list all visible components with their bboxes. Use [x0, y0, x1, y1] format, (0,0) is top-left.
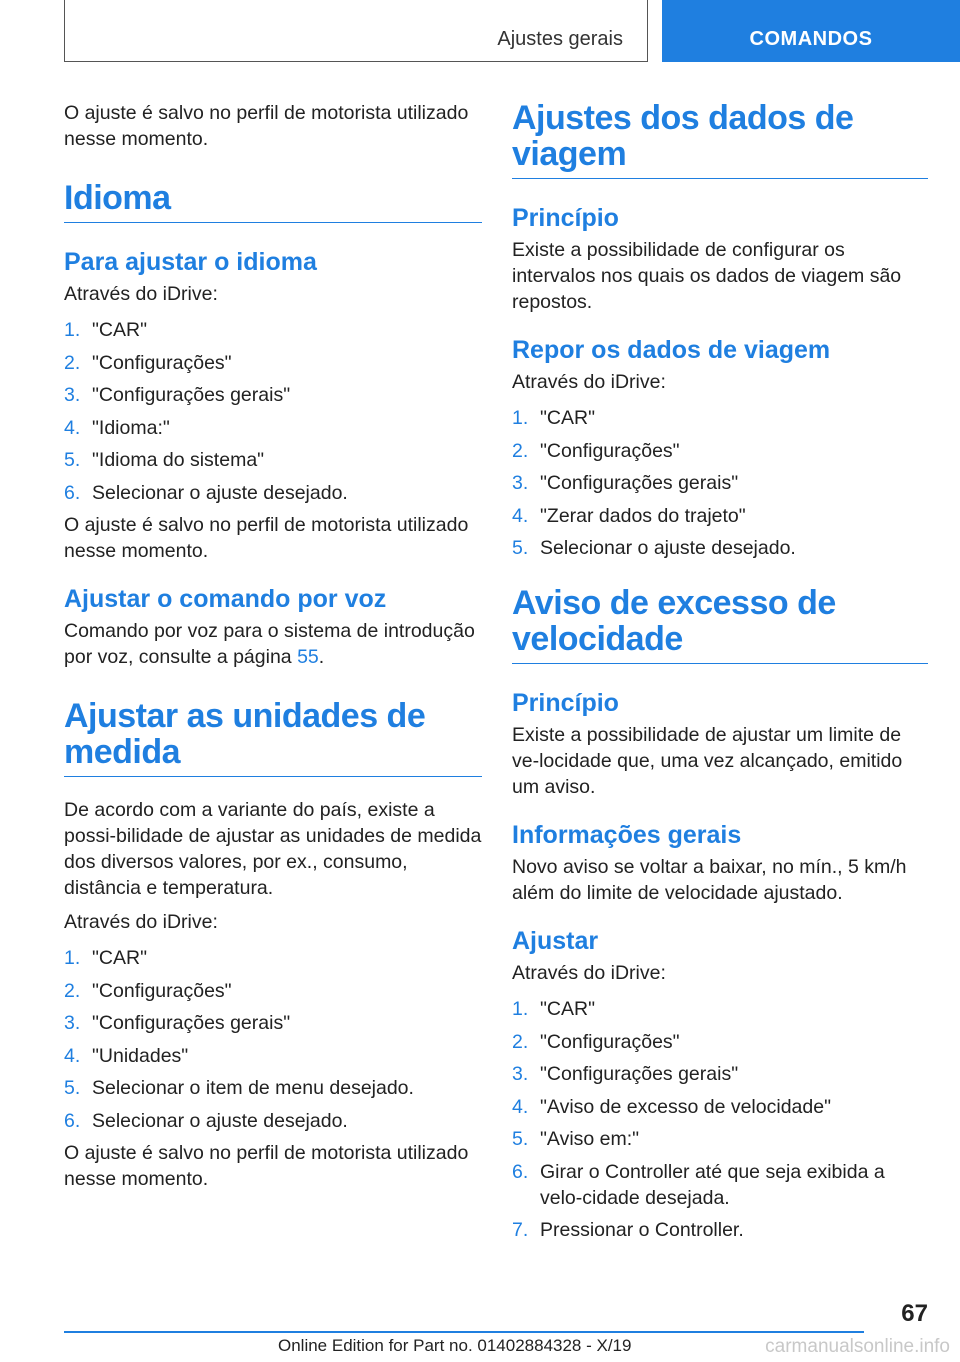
section-tab: [64, 0, 648, 62]
list-item: 4. "Zerar dados do trajeto": [512, 504, 746, 527]
speed-info-subheading: Informações gerais: [512, 821, 742, 849]
list-item: 7. Pressionar o Controller.: [512, 1219, 744, 1241]
trip-principle-subheading: Princípio: [512, 204, 619, 232]
list-item: 1. "CAR": [512, 998, 596, 1020]
speed-principle-text: Existe a possibilidade de ajustar um limite de ve-locidade que, uma vez alcançado, emitido um aviso.: [512, 724, 903, 798]
footer-divider: [64, 1331, 864, 1333]
left-column: [64, 100, 482, 1200]
page-header: [0, 0, 960, 66]
units-text: De acordo com a variante do país, existe a possi-bilidade de ajustar as unidades de medida dos diversos valores, por ex., consumo, distância e temperatura.: [64, 799, 482, 899]
list-item: 3. "Configurações gerais": [64, 1012, 291, 1034]
units-steps: [64, 945, 482, 1134]
list-item: 5. Selecionar o ajuste desejado.: [512, 537, 796, 559]
trip-principle-text: Existe a possibilidade de configurar os intervalos nos quais os dados de viagem são repostos.: [512, 239, 902, 313]
list-item: 2. "Configurações": [64, 979, 232, 1002]
units-via: Através do iDrive:: [64, 911, 218, 933]
list-item: 6. Selecionar o ajuste desejado.: [64, 1109, 348, 1132]
chapter-tab: COMANDOS: [662, 0, 960, 62]
intro-text: O ajuste é salvo no perfil de motorista utilizado nesse momento.: [64, 102, 469, 150]
list-item: 3. "Configurações gerais": [512, 472, 739, 494]
speed-steps: [512, 996, 928, 1243]
speed-adjust-subheading: Ajustar: [512, 927, 599, 955]
speed-via: Através do iDrive:: [512, 962, 666, 984]
trip-via: Através do iDrive:: [512, 371, 666, 393]
section-title: Ajustes gerais: [497, 28, 623, 50]
speed-principle-subheading: Princípio: [512, 689, 619, 717]
idioma-subheading: Para ajustar o idioma: [64, 248, 317, 276]
right-column: [512, 100, 928, 1250]
speed-heading: Aviso de excesso de velocidade: [512, 585, 928, 664]
list-item: 3. "Configurações gerais": [64, 384, 291, 406]
idioma-heading: Idioma: [64, 180, 482, 223]
list-item: 4. "Unidades": [64, 1044, 189, 1067]
page-number: 67: [901, 1300, 928, 1327]
idioma-steps: [64, 317, 482, 506]
trip-heading: Ajustes dos dados de viagem: [512, 100, 928, 179]
list-item: 5. "Aviso em:": [512, 1128, 640, 1150]
list-item: 2. "Configurações": [64, 351, 232, 374]
units-note: O ajuste é salvo no perfil de motorista utilizado nesse momento.: [64, 1142, 469, 1190]
voice-subheading: Ajustar o comando por voz: [64, 585, 387, 613]
list-item: 6. Selecionar o ajuste desejado.: [64, 481, 348, 504]
list-item: 2. "Configurações": [512, 439, 680, 462]
watermark-logo: carmanualsonline.info: [765, 1336, 950, 1357]
trip-reset-subheading: Repor os dados de viagem: [512, 336, 831, 364]
voice-text: Comando por voz para o sistema de introdução por voz, consulte a página 55.: [64, 620, 475, 668]
list-item: 4. "Aviso de excesso de velocidade": [512, 1095, 831, 1118]
page-link[interactable]: 55: [297, 646, 319, 668]
list-item: 1. "CAR": [64, 319, 148, 341]
list-item: 5. Selecionar o item de menu desejado.: [64, 1077, 414, 1099]
list-item: 5. "Idioma do sistema": [64, 449, 265, 471]
list-item: 2. "Configurações": [512, 1030, 680, 1053]
speed-info-text: Novo aviso se voltar a baixar, no mín., 5 km/h além do limite de velocidade ajustado.: [512, 856, 907, 904]
edition-text: Online Edition for Part no. 01402884328 - X/19: [278, 1336, 632, 1355]
list-item: 3. "Configurações gerais": [512, 1063, 739, 1085]
list-item: 4. "Idioma:": [64, 416, 170, 439]
idioma-note: O ajuste é salvo no perfil de motorista utilizado nesse momento.: [64, 514, 469, 562]
units-heading: Ajustar as unidades de medida: [64, 698, 482, 777]
trip-steps: [512, 405, 928, 561]
list-item: 6. Girar o Controller até que seja exibida a velo-cidade desejada.: [512, 1160, 885, 1209]
idioma-via: Através do iDrive:: [64, 283, 218, 305]
list-item: 1. "CAR": [512, 407, 596, 429]
list-item: 1. "CAR": [64, 947, 148, 969]
